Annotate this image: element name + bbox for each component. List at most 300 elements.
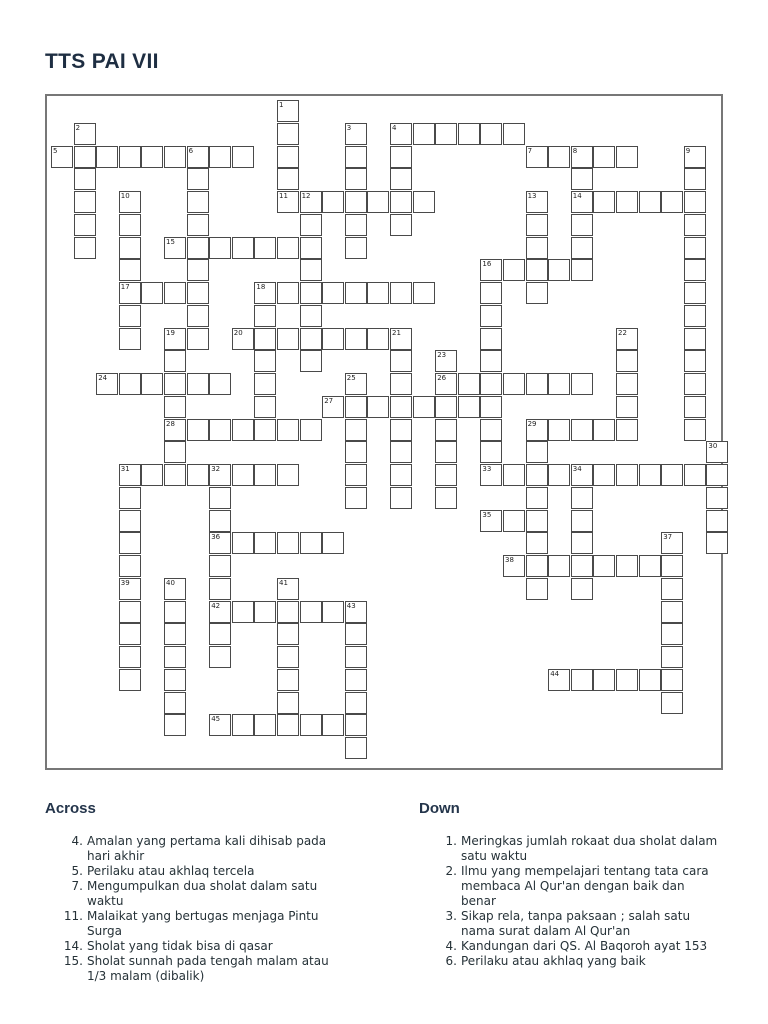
crossword-cell[interactable] (345, 419, 367, 441)
crossword-cell[interactable] (480, 305, 502, 327)
crossword-cell[interactable] (435, 487, 457, 509)
crossword-cell[interactable] (571, 555, 593, 577)
crossword-cell[interactable] (119, 601, 141, 623)
crossword-cell[interactable] (232, 532, 254, 554)
crossword-cell[interactable] (571, 669, 593, 691)
crossword-cell[interactable] (367, 328, 389, 350)
crossword-cell[interactable] (706, 532, 728, 554)
crossword-cell[interactable] (684, 259, 706, 281)
crossword-cell[interactable] (526, 282, 548, 304)
crossword-cell[interactable] (209, 510, 231, 532)
crossword-cell[interactable] (345, 191, 367, 213)
crossword-cell[interactable] (390, 373, 412, 395)
crossword-cell[interactable] (74, 123, 96, 145)
crossword-cell[interactable] (616, 464, 638, 486)
crossword-cell[interactable] (345, 646, 367, 668)
crossword-cell[interactable] (571, 532, 593, 554)
crossword-cell[interactable] (616, 419, 638, 441)
crossword-cell[interactable] (119, 282, 141, 304)
crossword-cell[interactable] (232, 328, 254, 350)
crossword-cell[interactable] (503, 373, 525, 395)
crossword-cell[interactable] (187, 146, 209, 168)
crossword-cell[interactable] (616, 146, 638, 168)
crossword-cell[interactable] (300, 714, 322, 736)
crossword-cell[interactable] (164, 282, 186, 304)
crossword-cell[interactable] (254, 532, 276, 554)
crossword-cell[interactable] (706, 510, 728, 532)
crossword-cell[interactable] (639, 669, 661, 691)
crossword-cell[interactable] (277, 168, 299, 190)
crossword-cell[interactable] (141, 146, 163, 168)
crossword-cell[interactable] (345, 441, 367, 463)
crossword-cell[interactable] (345, 282, 367, 304)
crossword-cell[interactable] (277, 601, 299, 623)
crossword-cell[interactable] (164, 396, 186, 418)
crossword-cell[interactable] (277, 646, 299, 668)
crossword-cell[interactable] (390, 282, 412, 304)
crossword-cell[interactable] (164, 464, 186, 486)
clue-text: Perilaku atau akhlaq yang baik (461, 954, 646, 968)
crossword-cell[interactable] (119, 305, 141, 327)
crossword-cell[interactable] (593, 669, 615, 691)
crossword-cell[interactable] (254, 464, 276, 486)
crossword-cell[interactable] (209, 623, 231, 645)
crossword-cell[interactable] (661, 191, 683, 213)
crossword-cell[interactable] (503, 555, 525, 577)
crossword-cell[interactable] (661, 601, 683, 623)
crossword-cell[interactable] (277, 578, 299, 600)
crossword-cell[interactable] (300, 328, 322, 350)
crossword-cell[interactable] (345, 714, 367, 736)
crossword-cell[interactable] (164, 578, 186, 600)
crossword-cell[interactable] (209, 532, 231, 554)
crossword-cell[interactable] (96, 373, 118, 395)
crossword-cell[interactable] (74, 191, 96, 213)
crossword-cell[interactable] (345, 237, 367, 259)
crossword-cell[interactable] (706, 464, 728, 486)
crossword-cell[interactable] (526, 146, 548, 168)
crossword-cell[interactable] (661, 646, 683, 668)
crossword-cell[interactable] (119, 191, 141, 213)
crossword-cell[interactable] (390, 464, 412, 486)
crossword-cell[interactable] (300, 191, 322, 213)
crossword-cell[interactable] (345, 373, 367, 395)
crossword-cell[interactable] (187, 328, 209, 350)
crossword-cell[interactable] (390, 191, 412, 213)
crossword-cell[interactable] (548, 419, 570, 441)
crossword-cell[interactable] (661, 692, 683, 714)
crossword-cell[interactable] (480, 464, 502, 486)
crossword-cell[interactable] (616, 191, 638, 213)
crossword-cell[interactable] (435, 419, 457, 441)
crossword-cell[interactable] (684, 237, 706, 259)
crossword-cell[interactable] (322, 532, 344, 554)
crossword-cell[interactable] (164, 714, 186, 736)
crossword-cell[interactable] (254, 601, 276, 623)
crossword-cell[interactable] (187, 191, 209, 213)
crossword-cell[interactable] (367, 191, 389, 213)
crossword-cell[interactable] (277, 282, 299, 304)
crossword-cell[interactable] (187, 168, 209, 190)
crossword-cell[interactable] (209, 419, 231, 441)
crossword-cell[interactable] (571, 168, 593, 190)
crossword-cell[interactable] (390, 214, 412, 236)
clue-text: Sholat yang tidak bisa di qasar (87, 939, 273, 953)
crossword-cell[interactable] (616, 396, 638, 418)
crossword-cell[interactable] (526, 510, 548, 532)
crossword-cell[interactable] (164, 646, 186, 668)
crossword-cell[interactable] (684, 464, 706, 486)
crossword-cell[interactable] (526, 214, 548, 236)
crossword-grid (45, 94, 723, 770)
crossword-cell[interactable] (254, 373, 276, 395)
crossword-cell[interactable] (119, 146, 141, 168)
crossword-cell[interactable] (571, 214, 593, 236)
crossword-cell[interactable] (684, 419, 706, 441)
crossword-cell[interactable] (119, 259, 141, 281)
cell-number: 23 (437, 351, 447, 360)
crossword-cell[interactable] (571, 419, 593, 441)
crossword-cell[interactable] (526, 464, 548, 486)
crossword-cell[interactable] (277, 191, 299, 213)
crossword-cell[interactable] (684, 214, 706, 236)
crossword-cell[interactable] (390, 441, 412, 463)
crossword-cell[interactable] (616, 328, 638, 350)
crossword-cell[interactable] (254, 305, 276, 327)
crossword-cell[interactable] (661, 669, 683, 691)
crossword-cell[interactable] (526, 578, 548, 600)
crossword-cell[interactable] (300, 350, 322, 372)
crossword-cell[interactable] (684, 282, 706, 304)
crossword-cell[interactable] (232, 237, 254, 259)
crossword-cell[interactable] (141, 373, 163, 395)
crossword-cell[interactable] (322, 601, 344, 623)
crossword-cell[interactable] (277, 669, 299, 691)
crossword-cell[interactable] (345, 328, 367, 350)
crossword-cell[interactable] (254, 350, 276, 372)
crossword-cell[interactable] (345, 692, 367, 714)
crossword-cell[interactable] (119, 669, 141, 691)
crossword-cell[interactable] (232, 464, 254, 486)
crossword-cell[interactable] (277, 714, 299, 736)
crossword-cell[interactable] (209, 464, 231, 486)
crossword-cell[interactable] (684, 168, 706, 190)
crossword-cell[interactable] (480, 510, 502, 532)
crossword-cell[interactable] (322, 191, 344, 213)
crossword-cell[interactable] (526, 532, 548, 554)
crossword-cell[interactable] (661, 578, 683, 600)
crossword-cell[interactable] (480, 350, 502, 372)
crossword-cell[interactable] (593, 146, 615, 168)
crossword-cell[interactable] (254, 237, 276, 259)
crossword-cell[interactable] (571, 237, 593, 259)
crossword-cell[interactable] (345, 123, 367, 145)
crossword-cell[interactable] (209, 646, 231, 668)
crossword-cell[interactable] (164, 623, 186, 645)
crossword-cell[interactable] (164, 350, 186, 372)
crossword-cell[interactable] (277, 146, 299, 168)
crossword-cell[interactable] (345, 487, 367, 509)
crossword-cell[interactable] (548, 555, 570, 577)
crossword-cell[interactable] (74, 214, 96, 236)
crossword-cell[interactable] (119, 214, 141, 236)
crossword-cell[interactable] (684, 305, 706, 327)
crossword-cell[interactable] (458, 396, 480, 418)
crossword-cell[interactable] (187, 237, 209, 259)
crossword-cell[interactable] (164, 146, 186, 168)
crossword-cell[interactable] (639, 191, 661, 213)
crossword-cell[interactable] (345, 396, 367, 418)
crossword-cell[interactable] (277, 123, 299, 145)
crossword-cell[interactable] (706, 441, 728, 463)
crossword-cell[interactable] (164, 419, 186, 441)
crossword-cell[interactable] (593, 555, 615, 577)
crossword-cell[interactable] (164, 373, 186, 395)
crossword-cell[interactable] (639, 555, 661, 577)
crossword-cell[interactable] (661, 623, 683, 645)
crossword-cell[interactable] (571, 487, 593, 509)
crossword-cell[interactable] (367, 396, 389, 418)
crossword-cell[interactable] (119, 555, 141, 577)
crossword-cell[interactable] (390, 328, 412, 350)
crossword-cell[interactable] (209, 237, 231, 259)
crossword-cell[interactable] (300, 282, 322, 304)
crossword-cell[interactable] (232, 601, 254, 623)
clue-number: 2. (445, 864, 457, 878)
crossword-cell[interactable] (526, 373, 548, 395)
crossword-cell[interactable] (254, 419, 276, 441)
crossword-cell[interactable] (254, 282, 276, 304)
crossword-cell[interactable] (277, 419, 299, 441)
crossword-cell[interactable] (164, 669, 186, 691)
crossword-cell[interactable] (480, 282, 502, 304)
crossword-cell[interactable] (526, 441, 548, 463)
crossword-cell[interactable] (345, 601, 367, 623)
crossword-cell[interactable] (480, 328, 502, 350)
crossword-cell[interactable] (141, 464, 163, 486)
crossword-cell[interactable] (345, 464, 367, 486)
crossword-cell[interactable] (616, 373, 638, 395)
crossword-cell[interactable] (413, 191, 435, 213)
crossword-cell[interactable] (187, 305, 209, 327)
crossword-cell[interactable] (435, 441, 457, 463)
crossword-cell[interactable] (390, 146, 412, 168)
crossword-cell[interactable] (616, 350, 638, 372)
crossword-cell[interactable] (345, 737, 367, 759)
crossword-cell[interactable] (367, 282, 389, 304)
crossword-cell[interactable] (684, 146, 706, 168)
crossword-cell[interactable] (209, 555, 231, 577)
crossword-cell[interactable] (322, 714, 344, 736)
crossword-cell[interactable] (390, 419, 412, 441)
across-clue (45, 939, 347, 954)
crossword-cell[interactable] (548, 259, 570, 281)
crossword-cell[interactable] (345, 168, 367, 190)
crossword-cell[interactable] (232, 419, 254, 441)
crossword-cell[interactable] (526, 259, 548, 281)
crossword-cell[interactable] (209, 714, 231, 736)
crossword-cell[interactable] (119, 532, 141, 554)
crossword-cell[interactable] (345, 623, 367, 645)
crossword-cell[interactable] (548, 373, 570, 395)
crossword-cell[interactable] (300, 601, 322, 623)
crossword-cell[interactable] (141, 282, 163, 304)
crossword-cell[interactable] (232, 146, 254, 168)
crossword-cell[interactable] (74, 168, 96, 190)
crossword-cell[interactable] (300, 305, 322, 327)
crossword-cell[interactable] (209, 487, 231, 509)
crossword-cell[interactable] (684, 328, 706, 350)
crossword-cell[interactable] (571, 191, 593, 213)
crossword-cell[interactable] (277, 464, 299, 486)
crossword-cell[interactable] (277, 328, 299, 350)
crossword-cell[interactable] (277, 532, 299, 554)
crossword-cell[interactable] (300, 419, 322, 441)
crossword-cell[interactable] (187, 373, 209, 395)
crossword-cell[interactable] (571, 146, 593, 168)
crossword-cell[interactable] (571, 373, 593, 395)
crossword-cell[interactable] (503, 464, 525, 486)
crossword-cell[interactable] (119, 328, 141, 350)
crossword-cell[interactable] (593, 191, 615, 213)
crossword-cell[interactable] (119, 646, 141, 668)
crossword-cell[interactable] (526, 191, 548, 213)
crossword-cell[interactable] (390, 123, 412, 145)
crossword-cell[interactable] (164, 328, 186, 350)
crossword-cell[interactable] (74, 146, 96, 168)
cell-number: 22 (618, 328, 627, 337)
crossword-cell[interactable] (571, 510, 593, 532)
crossword-cell[interactable] (209, 373, 231, 395)
crossword-cell[interactable] (706, 487, 728, 509)
crossword-cell[interactable] (413, 282, 435, 304)
crossword-cell[interactable] (435, 464, 457, 486)
crossword-cell[interactable] (300, 214, 322, 236)
crossword-cell[interactable] (390, 168, 412, 190)
crossword-cell[interactable] (164, 237, 186, 259)
crossword-cell[interactable] (435, 396, 457, 418)
crossword-cell[interactable] (322, 396, 344, 418)
crossword-cell[interactable] (684, 350, 706, 372)
crossword-cell[interactable] (51, 146, 73, 168)
crossword-cell[interactable] (480, 419, 502, 441)
crossword-cell[interactable] (187, 282, 209, 304)
crossword-cell[interactable] (593, 464, 615, 486)
crossword-cell[interactable] (119, 237, 141, 259)
crossword-cell[interactable] (571, 259, 593, 281)
cell-number: 11 (279, 192, 288, 200)
crossword-cell[interactable] (119, 487, 141, 509)
crossword-cell[interactable] (480, 441, 502, 463)
crossword-cell[interactable] (209, 146, 231, 168)
crossword-cell[interactable] (503, 259, 525, 281)
crossword-cell[interactable] (277, 623, 299, 645)
crossword-cell[interactable] (277, 237, 299, 259)
crossword-cell[interactable] (480, 396, 502, 418)
crossword-cell[interactable] (390, 487, 412, 509)
crossword-cell[interactable] (526, 419, 548, 441)
clue-number: 4. (71, 834, 83, 848)
crossword-cell[interactable] (209, 601, 231, 623)
crossword-cell[interactable] (254, 396, 276, 418)
crossword-cell[interactable] (345, 669, 367, 691)
crossword-cell[interactable] (187, 259, 209, 281)
crossword-cell[interactable] (684, 396, 706, 418)
crossword-cell[interactable] (119, 623, 141, 645)
crossword-cell[interactable] (661, 532, 683, 554)
crossword-cell[interactable] (232, 714, 254, 736)
crossword-cell[interactable] (277, 100, 299, 122)
crossword-cell[interactable] (300, 259, 322, 281)
crossword-cell[interactable] (458, 123, 480, 145)
crossword-cell[interactable] (254, 714, 276, 736)
crossword-cell[interactable] (119, 373, 141, 395)
crossword-cell[interactable] (187, 464, 209, 486)
crossword-cell[interactable] (345, 214, 367, 236)
crossword-cell[interactable] (458, 373, 480, 395)
crossword-cell[interactable] (390, 350, 412, 372)
crossword-cell[interactable] (526, 237, 548, 259)
crossword-cell[interactable] (480, 373, 502, 395)
crossword-cell[interactable] (119, 510, 141, 532)
crossword-cell[interactable] (526, 555, 548, 577)
crossword-cell[interactable] (322, 328, 344, 350)
crossword-cell[interactable] (187, 214, 209, 236)
crossword-cell[interactable] (187, 419, 209, 441)
crossword-cell[interactable] (435, 373, 457, 395)
crossword-cell[interactable] (593, 419, 615, 441)
crossword-cell[interactable] (164, 692, 186, 714)
crossword-cell[interactable] (480, 123, 502, 145)
crossword-cell[interactable] (277, 692, 299, 714)
crossword-cell[interactable] (164, 441, 186, 463)
crossword-cell[interactable] (413, 396, 435, 418)
crossword-cell[interactable] (661, 464, 683, 486)
crossword-cell[interactable] (164, 601, 186, 623)
crossword-cell[interactable] (684, 191, 706, 213)
crossword-cell[interactable] (254, 328, 276, 350)
crossword-cell[interactable] (413, 123, 435, 145)
crossword-cell[interactable] (96, 146, 118, 168)
crossword-cell[interactable] (503, 510, 525, 532)
crossword-cell[interactable] (503, 123, 525, 145)
crossword-cell[interactable] (616, 555, 638, 577)
crossword-cell[interactable] (435, 350, 457, 372)
crossword-cell[interactable] (119, 578, 141, 600)
crossword-cell[interactable] (616, 669, 638, 691)
crossword-cell[interactable] (661, 555, 683, 577)
crossword-cell[interactable] (571, 578, 593, 600)
crossword-cell[interactable] (209, 578, 231, 600)
crossword-cell[interactable] (526, 487, 548, 509)
crossword-cell[interactable] (548, 669, 570, 691)
crossword-cell[interactable] (480, 259, 502, 281)
crossword-cell[interactable] (639, 464, 661, 486)
crossword-cell[interactable] (300, 237, 322, 259)
crossword-cell[interactable] (74, 237, 96, 259)
crossword-cell[interactable] (435, 123, 457, 145)
crossword-cell[interactable] (548, 146, 570, 168)
crossword-cell[interactable] (390, 396, 412, 418)
crossword-cell[interactable] (119, 464, 141, 486)
crossword-cell[interactable] (345, 146, 367, 168)
crossword-cell[interactable] (548, 464, 570, 486)
crossword-cell[interactable] (684, 373, 706, 395)
crossword-cell[interactable] (571, 464, 593, 486)
crossword-cell[interactable] (300, 532, 322, 554)
cell-number: 40 (166, 578, 175, 587)
crossword-cell[interactable] (322, 282, 344, 304)
